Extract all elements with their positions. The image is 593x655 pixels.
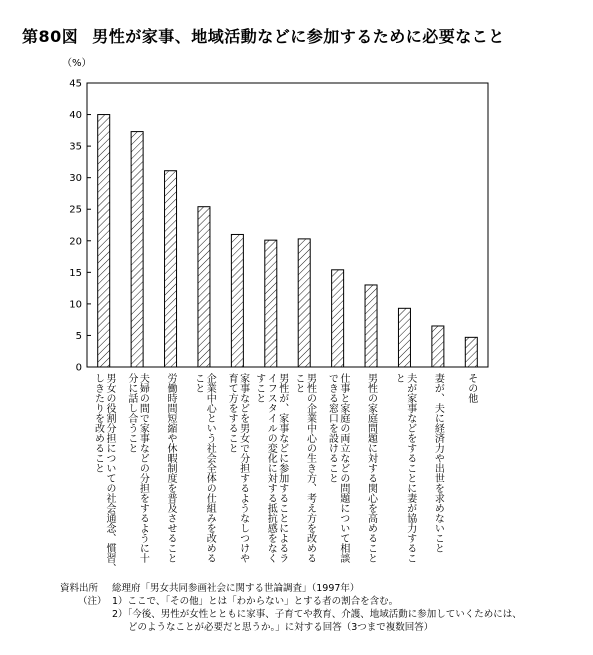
source-text: 総理府「男女共同参画社会に関する世論調査」（1997年） [112,583,360,594]
plot-frame [87,83,488,367]
note-2b: どのようなことが必要だと思うか。」に対する回答（3つまで複数回答） [128,622,434,633]
x-category-label [254,373,289,563]
x-category-label-line: 育て方をすること [226,373,238,453]
bar [165,171,177,367]
y-tick-label: 10 [69,299,82,311]
bar [231,234,243,367]
x-category-label [366,373,378,563]
figure-title: 男性が家事、地域活動などに参加するために必要なこと [92,27,505,46]
x-category-label [226,372,250,563]
x-category-label [326,372,350,564]
x-category-label-line: 男性の企業中心の生き方、考え方を改める [304,373,316,563]
x-category-label-line: 夫が家事などをすることに妻が協力するこ [404,373,416,563]
x-category-label-line: 労働時間短縮や休暇制度を普及させること [165,373,177,563]
bar [98,115,110,367]
x-category-label [126,372,150,564]
x-category-label-line: 仕事と家庭の両立などの問題について相談 [337,373,349,563]
x-category-label [293,373,317,563]
y-tick-label: 15 [69,267,82,279]
x-category-label-line: 男性が、家事などに参加することによるラ [276,373,288,563]
x-category-label [466,373,478,404]
bar [432,326,444,367]
note-label: （注） [78,596,107,607]
bar [198,207,210,367]
source-label: 資料出所 [60,583,99,594]
x-category-label-line: と [393,373,405,383]
x-category-label-line: こと [192,373,204,393]
x-category-label-line: イフスタイルの変化に対する抵抗感をなく [265,373,277,563]
bar [332,270,344,367]
bar [131,132,143,367]
bar [298,239,310,367]
x-category-label-line: 家事などを男女で分担するようなしつけや [237,373,249,563]
note-1: 1）ここで、「その他」とは「わからない」とする者の割合を含む。 [112,596,399,607]
y-tick-label: 30 [69,173,82,185]
x-category-label-line: 男性の家庭問題に対する関心を高めること [365,373,377,563]
bar [465,337,477,367]
y-tick-label: 45 [69,78,82,90]
x-category-label [165,372,177,563]
y-tick-label: 0 [75,362,82,374]
y-tick-label: 25 [69,204,82,216]
y-tick-label: 20 [69,236,82,248]
note-2a: 2）「今後、男性が女性とともに家事、子育てや教育、介護、地域活動に参加していくためには、 [112,609,522,620]
x-category-label-line: 企業中心という社会全体の仕組みを改める [204,373,216,563]
x-category-label-line: 男女の役割分担についての社会通念、慣習、 [103,373,115,573]
x-category-label-line: 夫婦の間で家事などの分担をするように十 [137,373,149,563]
y-tick-label: 5 [75,330,82,342]
x-category-label-line: 妻が、夫に経済力や出世を求めないこと [432,373,444,553]
notes-block [60,582,522,634]
x-category-label-line: しきたりを改めること [92,373,104,473]
x-category-label-line: できる窓口を設けること [326,373,338,483]
y-tick-label: 35 [69,141,82,153]
bar [265,240,277,367]
x-category-label [92,373,116,573]
x-category-label-line: 分に話し合うこと [125,373,137,453]
figure-number: 第80図 [22,27,79,46]
y-axis-label: （%） [62,58,92,69]
bar [365,285,377,367]
x-category-label [393,372,417,563]
y-tick-label: 40 [69,110,82,122]
x-category-label-line: すこと [253,373,265,403]
bar [398,308,410,367]
x-category-label-line: その他 [465,373,477,403]
x-category-label-line: こと [292,373,304,393]
x-category-label [432,372,444,553]
x-category-label [193,372,217,563]
